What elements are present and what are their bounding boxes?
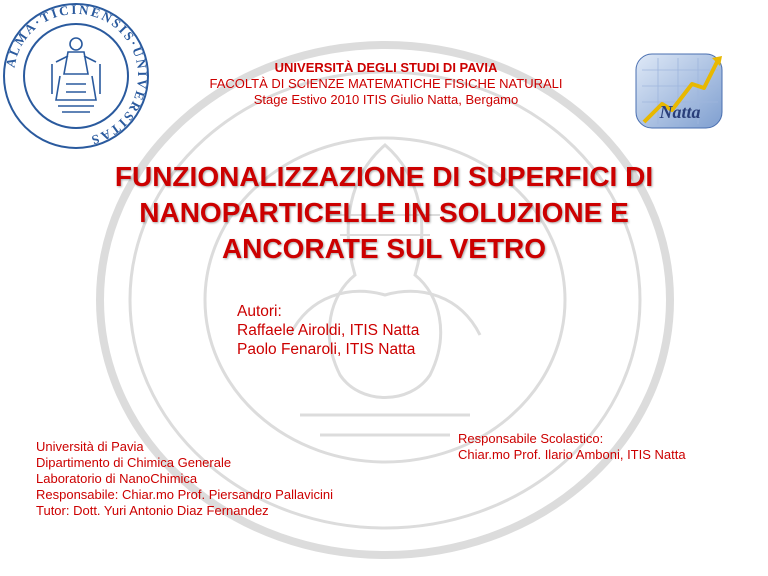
university-seal-icon <box>0 0 152 152</box>
affiliation-line: Dipartimento di Chimica Generale <box>36 455 232 470</box>
authors-label: Autori: <box>237 303 282 320</box>
header <box>150 60 622 108</box>
title-line: FUNZIONALIZZAZIONE DI SUPERFICI DI <box>114 161 654 192</box>
title-line: ANCORATE SUL VETRO <box>221 233 547 264</box>
supervisor-label: Responsabile Scolastico: <box>458 431 604 446</box>
page-title <box>20 159 748 267</box>
title-line: NANOPARTICELLE IN SOLUZIONE E <box>139 197 629 228</box>
affiliation-line: Responsabile: Chiar.mo Prof. Piersandro Pallavicini <box>36 487 333 502</box>
stage-info: Stage Estivo 2010 ITIS Giulio Natta, Bergamo <box>253 92 519 107</box>
author-name: Paolo Fenaroli, ITIS Natta <box>237 341 416 358</box>
seal-text: ALMA·TICINENSIS·UNIVERSITAS <box>2 1 151 149</box>
school-supervisor-block <box>458 431 686 463</box>
affiliation-line: Tutor: Dott. Yuri Antonio Diaz Fernandez <box>36 503 269 518</box>
affiliation-block <box>36 439 333 519</box>
university-name: UNIVERSITÀ DEGLI STUDI DI PAVIA <box>274 60 498 75</box>
affiliation-line: Laboratorio di NanoChimica <box>36 471 198 486</box>
affiliation-line: Università di Pavia <box>36 439 144 454</box>
authors-block <box>237 302 419 359</box>
natta-logo-text: Natta <box>659 102 701 122</box>
author-name: Raffaele Airoldi, ITIS Natta <box>237 322 420 339</box>
supervisor-name: Chiar.mo Prof. Ilario Amboni, ITIS Natta <box>458 447 686 462</box>
faculty-name: FACOLTÀ DI SCIENZE MATEMATICHE FISICHE NATURALI <box>209 76 563 91</box>
natta-logo-icon <box>632 48 728 132</box>
